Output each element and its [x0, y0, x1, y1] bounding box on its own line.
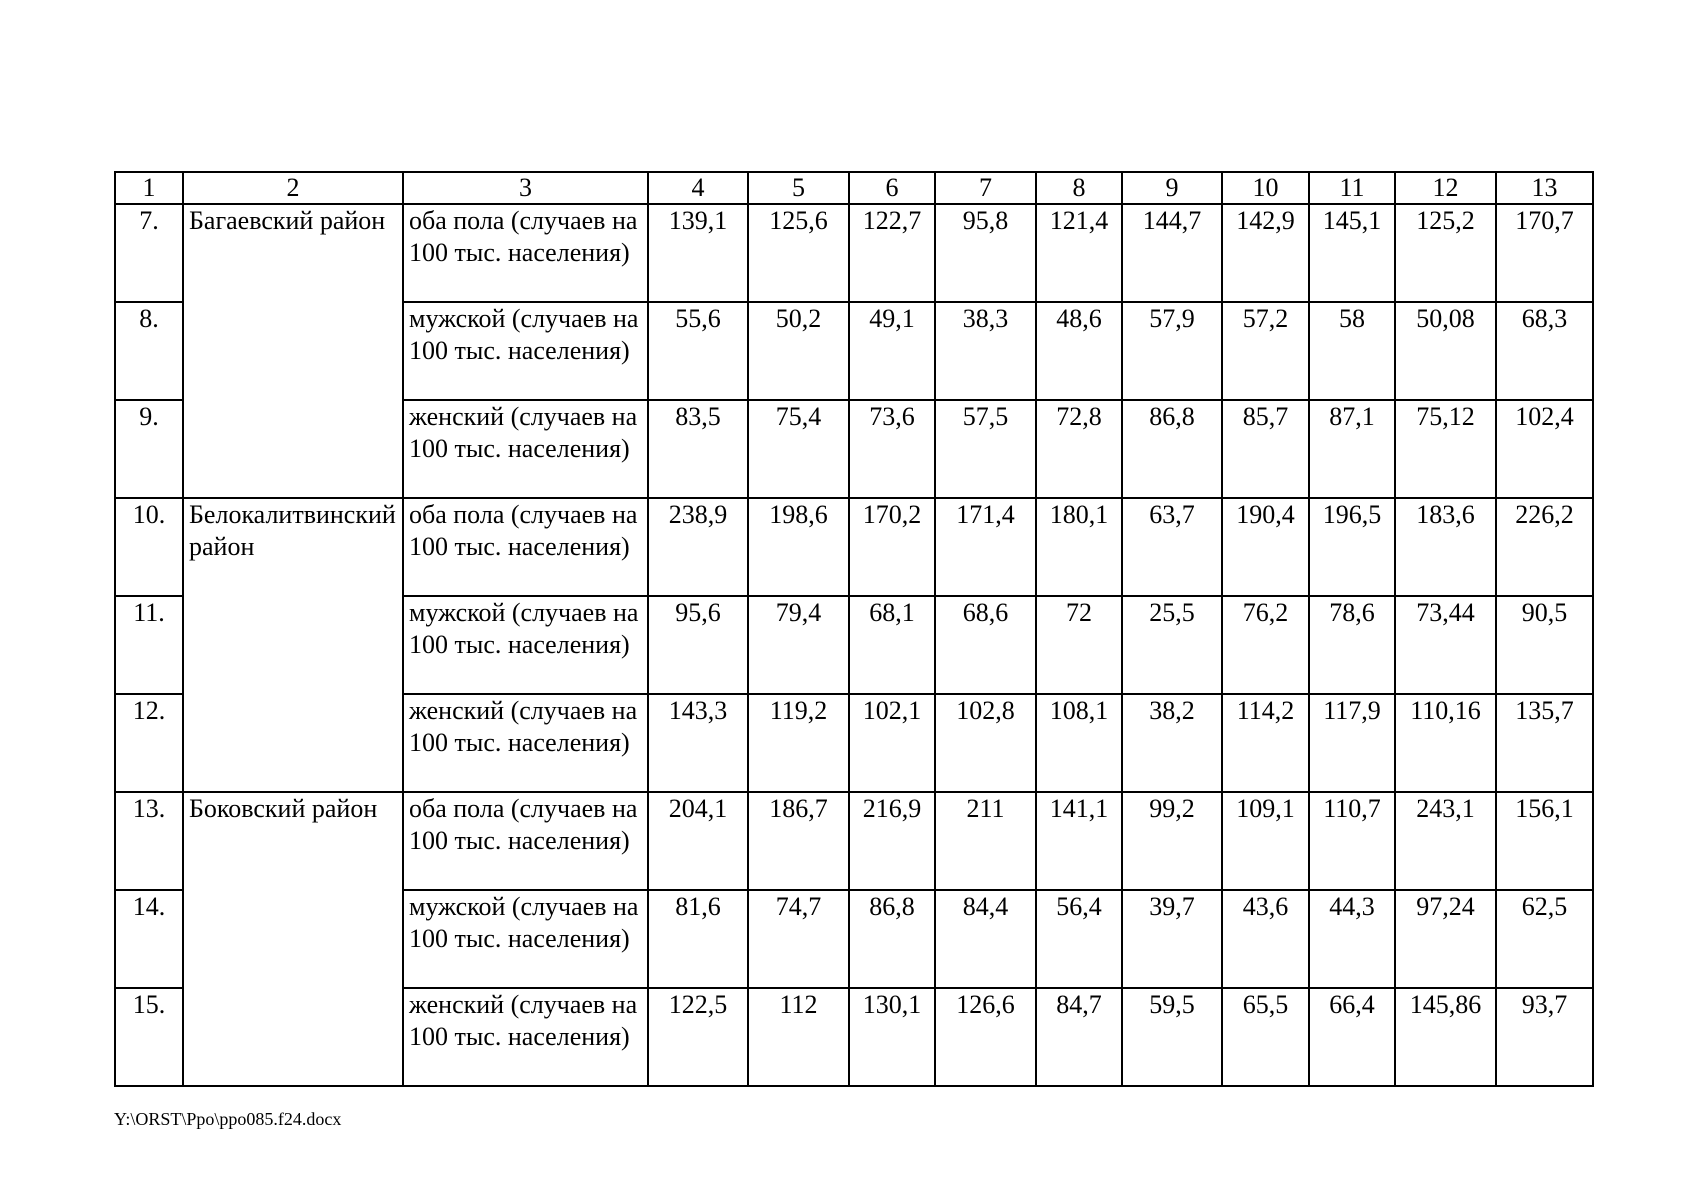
- value-cell: 110,7: [1309, 792, 1395, 890]
- value-cell: 84,7: [1036, 988, 1122, 1086]
- value-cell: 38,2: [1122, 694, 1222, 792]
- value-cell: 81,6: [648, 890, 748, 988]
- value-cell: 43,6: [1222, 890, 1309, 988]
- value-cell: 141,1: [1036, 792, 1122, 890]
- value-cell: 90,5: [1496, 596, 1593, 694]
- value-cell: 99,2: [1122, 792, 1222, 890]
- value-cell: 121,4: [1036, 204, 1122, 302]
- header-cell: 10: [1222, 172, 1309, 204]
- value-cell: 79,4: [748, 596, 849, 694]
- row-number: 11.: [115, 596, 183, 694]
- sex-category: мужской (случаев на 100 тыс. населения): [403, 890, 648, 988]
- value-cell: 68,6: [935, 596, 1036, 694]
- value-cell: 85,7: [1222, 400, 1309, 498]
- value-cell: 122,5: [648, 988, 748, 1086]
- row-number: 15.: [115, 988, 183, 1086]
- value-cell: 135,7: [1496, 694, 1593, 792]
- value-cell: 86,8: [1122, 400, 1222, 498]
- value-cell: 78,6: [1309, 596, 1395, 694]
- header-cell: 11: [1309, 172, 1395, 204]
- value-cell: 126,6: [935, 988, 1036, 1086]
- value-cell: 55,6: [648, 302, 748, 400]
- sex-category: оба пола (случаев на 100 тыс. населения): [403, 498, 648, 596]
- value-cell: 204,1: [648, 792, 748, 890]
- value-cell: 44,3: [1309, 890, 1395, 988]
- value-cell: 143,3: [648, 694, 748, 792]
- value-cell: 145,1: [1309, 204, 1395, 302]
- value-cell: 226,2: [1496, 498, 1593, 596]
- value-cell: 75,12: [1395, 400, 1496, 498]
- value-cell: 144,7: [1122, 204, 1222, 302]
- value-cell: 95,6: [648, 596, 748, 694]
- row-number: 13.: [115, 792, 183, 890]
- value-cell: 72: [1036, 596, 1122, 694]
- table-body: [115, 172, 1593, 1086]
- row-number: 12.: [115, 694, 183, 792]
- value-cell: 170,7: [1496, 204, 1593, 302]
- sex-category: мужской (случаев на 100 тыс. населения): [403, 302, 648, 400]
- value-cell: 66,4: [1309, 988, 1395, 1086]
- value-cell: 171,4: [935, 498, 1036, 596]
- value-cell: 68,3: [1496, 302, 1593, 400]
- header-cell: 12: [1395, 172, 1496, 204]
- value-cell: 87,1: [1309, 400, 1395, 498]
- row-number: 9.: [115, 400, 183, 498]
- value-cell: 109,1: [1222, 792, 1309, 890]
- header-cell: 3: [403, 172, 648, 204]
- value-cell: 122,7: [849, 204, 935, 302]
- row-number: 7.: [115, 204, 183, 302]
- value-cell: 93,7: [1496, 988, 1593, 1086]
- value-cell: 170,2: [849, 498, 935, 596]
- value-cell: 97,24: [1395, 890, 1496, 988]
- value-cell: 65,5: [1222, 988, 1309, 1086]
- header-cell: 5: [748, 172, 849, 204]
- value-cell: 73,6: [849, 400, 935, 498]
- district-name: Багаевский район: [183, 204, 403, 498]
- value-cell: 74,7: [748, 890, 849, 988]
- value-cell: 238,9: [648, 498, 748, 596]
- value-cell: 95,8: [935, 204, 1036, 302]
- value-cell: 102,4: [1496, 400, 1593, 498]
- header-cell: 1: [115, 172, 183, 204]
- value-cell: 86,8: [849, 890, 935, 988]
- sex-category: оба пола (случаев на 100 тыс. населения): [403, 204, 648, 302]
- value-cell: 216,9: [849, 792, 935, 890]
- value-cell: 196,5: [1309, 498, 1395, 596]
- value-cell: 130,1: [849, 988, 935, 1086]
- value-cell: 57,9: [1122, 302, 1222, 400]
- value-cell: 75,4: [748, 400, 849, 498]
- value-cell: 139,1: [648, 204, 748, 302]
- value-cell: 211: [935, 792, 1036, 890]
- value-cell: 110,16: [1395, 694, 1496, 792]
- value-cell: 156,1: [1496, 792, 1593, 890]
- value-cell: 56,4: [1036, 890, 1122, 988]
- row-number: 14.: [115, 890, 183, 988]
- value-cell: 102,8: [935, 694, 1036, 792]
- value-cell: 25,5: [1122, 596, 1222, 694]
- value-cell: 68,1: [849, 596, 935, 694]
- value-cell: 59,5: [1122, 988, 1222, 1086]
- value-cell: 145,86: [1395, 988, 1496, 1086]
- value-cell: 198,6: [748, 498, 849, 596]
- value-cell: 183,6: [1395, 498, 1496, 596]
- footer-file-path: Y:\ORST\Ppo\ppo085.f24.docx: [114, 1109, 342, 1129]
- value-cell: 190,4: [1222, 498, 1309, 596]
- value-cell: 76,2: [1222, 596, 1309, 694]
- header-cell: 13: [1496, 172, 1593, 204]
- header-cell: 9: [1122, 172, 1222, 204]
- value-cell: 119,2: [748, 694, 849, 792]
- sex-category: оба пола (случаев на 100 тыс. населения): [403, 792, 648, 890]
- value-cell: 38,3: [935, 302, 1036, 400]
- header-cell: 6: [849, 172, 935, 204]
- value-cell: 84,4: [935, 890, 1036, 988]
- value-cell: 57,5: [935, 400, 1036, 498]
- district-name: Белокалитвинский район: [183, 498, 403, 792]
- table-row: [115, 498, 1593, 596]
- header-row: [115, 172, 1593, 204]
- sex-category: мужской (случаев на 100 тыс. населения): [403, 596, 648, 694]
- header-cell: 7: [935, 172, 1036, 204]
- row-number: 10.: [115, 498, 183, 596]
- value-cell: 49,1: [849, 302, 935, 400]
- value-cell: 114,2: [1222, 694, 1309, 792]
- row-number: 8.: [115, 302, 183, 400]
- value-cell: 63,7: [1122, 498, 1222, 596]
- value-cell: 102,1: [849, 694, 935, 792]
- value-cell: 125,6: [748, 204, 849, 302]
- value-cell: 50,2: [748, 302, 849, 400]
- value-cell: 112: [748, 988, 849, 1086]
- district-name: Боковский район: [183, 792, 403, 1086]
- value-cell: 243,1: [1395, 792, 1496, 890]
- sex-category: женский (случаев на 100 тыс. населения): [403, 988, 648, 1086]
- value-cell: 73,44: [1395, 596, 1496, 694]
- value-cell: 72,8: [1036, 400, 1122, 498]
- value-cell: 50,08: [1395, 302, 1496, 400]
- header-cell: 8: [1036, 172, 1122, 204]
- value-cell: 180,1: [1036, 498, 1122, 596]
- value-cell: 142,9: [1222, 204, 1309, 302]
- value-cell: 57,2: [1222, 302, 1309, 400]
- value-cell: 62,5: [1496, 890, 1593, 988]
- table-row: [115, 792, 1593, 890]
- value-cell: 83,5: [648, 400, 748, 498]
- value-cell: 186,7: [748, 792, 849, 890]
- header-cell: 2: [183, 172, 403, 204]
- sex-category: женский (случаев на 100 тыс. населения): [403, 400, 648, 498]
- sex-category: женский (случаев на 100 тыс. населения): [403, 694, 648, 792]
- data-table: [114, 171, 1594, 1087]
- value-cell: 108,1: [1036, 694, 1122, 792]
- value-cell: 58: [1309, 302, 1395, 400]
- value-cell: 39,7: [1122, 890, 1222, 988]
- value-cell: 125,2: [1395, 204, 1496, 302]
- value-cell: 117,9: [1309, 694, 1395, 792]
- table-row: [115, 204, 1593, 302]
- header-cell: 4: [648, 172, 748, 204]
- value-cell: 48,6: [1036, 302, 1122, 400]
